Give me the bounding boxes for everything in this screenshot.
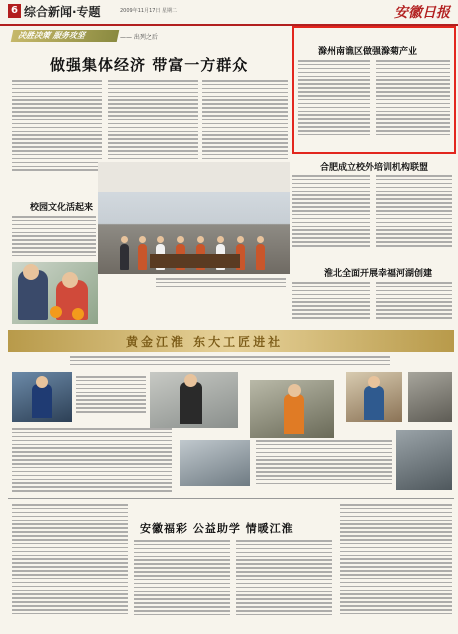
worker-photo-4: [346, 372, 402, 422]
hefei-body-col1: [292, 175, 370, 249]
huaibei-body-col2: [376, 282, 452, 321]
highlight-body-col1: [298, 60, 370, 138]
lottery-body-col1: [12, 504, 128, 617]
hefei-body-col2: [376, 175, 452, 249]
music-photo-caption: [156, 278, 286, 290]
lottery-body-col4: [340, 504, 452, 617]
worker-photo-1: [12, 372, 72, 422]
lottery-body-col3: [236, 540, 332, 618]
school-culture-body: [12, 216, 96, 259]
worker-photo-6: [180, 440, 250, 486]
page-number: 6: [8, 4, 21, 18]
hefei-training-headline: 合肥成立校外培训机构联盟: [320, 163, 429, 173]
newspaper-logo: 安徽日报: [394, 5, 450, 21]
article-body-col3: [202, 80, 288, 173]
banner-title: 黄金江淮 东大工匠进社: [126, 335, 284, 349]
children-oranges-photo: [12, 262, 98, 324]
huaibei-body-col1: [292, 282, 370, 321]
worker-photo-5: [408, 372, 452, 422]
worker-text-1: [76, 376, 146, 415]
worker-text-3: [256, 440, 392, 487]
huaibei-river-headline: 淮北全面开展幸福河湖创建: [324, 269, 433, 279]
kicker-sub: —— 出列之后: [120, 34, 158, 41]
school-culture-headline: 校园文化活起来: [30, 203, 94, 213]
worker-text-2: [12, 428, 172, 494]
page-header: [0, 0, 458, 26]
section-divider: [8, 498, 454, 499]
banner-intro-text: [70, 356, 390, 368]
section-title: 综合新闻·专题: [24, 5, 101, 19]
worker-photo-7: [396, 430, 452, 490]
worker-photo-2: [150, 372, 238, 428]
highlight-title: 滁州南谯区做强滁菊产业: [318, 47, 418, 57]
kicker-label: 决胜决策 服务攻坚: [11, 30, 120, 42]
main-headline: 做强集体经济 带富一方群众: [50, 56, 249, 74]
article-body-col2: [108, 80, 198, 173]
worker-photo-3: [250, 380, 334, 438]
header-date: 2009年11月17日 星期二: [120, 8, 178, 14]
lottery-charity-headline: 安徽福彩 公益助学 情暖江淮: [140, 522, 294, 535]
lottery-body-col2: [134, 540, 230, 618]
highlight-body-col2: [376, 60, 450, 138]
students-music-photo: [98, 162, 290, 274]
article-body-col1: [12, 80, 102, 173]
